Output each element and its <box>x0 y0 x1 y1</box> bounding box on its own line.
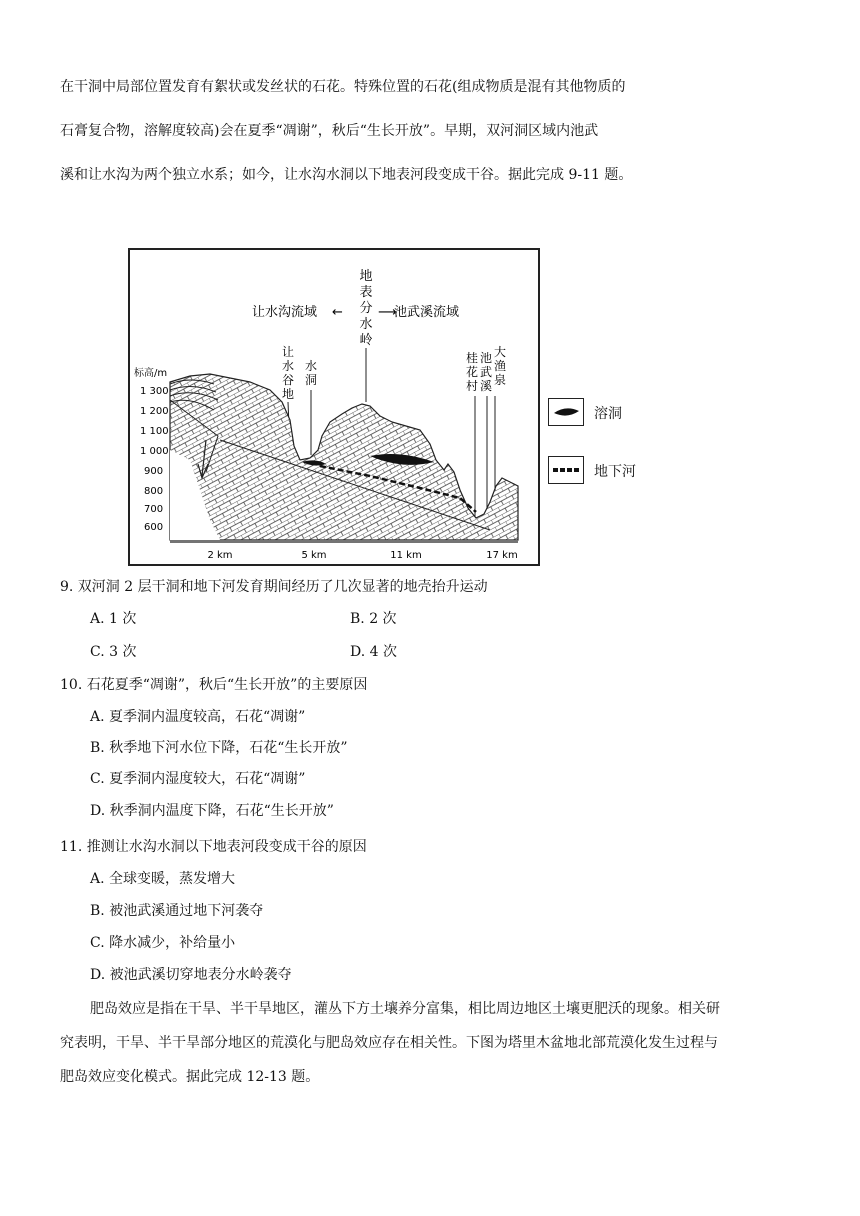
question-10-stem: 10. 石花夏季“凋谢”，秋后“生长开放”的主要原因 <box>60 677 368 693</box>
legend-underground-river-label: 地下河 <box>594 464 636 480</box>
svg-text:2 km: 2 km <box>207 550 233 561</box>
svg-text:岭: 岭 <box>359 333 373 348</box>
svg-text:800: 800 <box>144 486 164 497</box>
guihua-label <box>466 350 478 393</box>
legend-cave-label: 溶洞 <box>594 406 622 422</box>
svg-text:地: 地 <box>359 269 373 284</box>
closing-line-2: 究表明，干旱、半干旱部分地区的荒漠化与肥岛效应存在相关性。下图为塔里木盆地北部荒漠化发生过程与 <box>60 1035 718 1051</box>
svg-text:桂: 桂 <box>465 351 479 365</box>
intro-line-2: 石膏复合物，溶解度较高)会在夏季“凋谢”，秋后“生长开放”。早期，双河洞区域内池武 <box>60 123 599 139</box>
svg-text:大: 大 <box>493 345 507 359</box>
legend-item-underground-river <box>548 456 658 486</box>
svg-text:谷: 谷 <box>281 373 295 387</box>
svg-text:水: 水 <box>281 359 295 373</box>
svg-text:武: 武 <box>479 365 493 379</box>
question-10-option-c: C. 夏季洞内湿度较大，石花“凋谢” <box>90 771 306 787</box>
question-11-option-c: C. 降水减少，补给量小 <box>90 935 236 951</box>
svg-text:池: 池 <box>479 351 493 365</box>
svg-text:让: 让 <box>281 345 295 359</box>
svg-text:1 100: 1 100 <box>140 426 169 437</box>
right-basin-label: 池武溪流域 <box>394 305 460 320</box>
svg-text:泉: 泉 <box>493 373 507 387</box>
question-11-option-a: A. 全球变暖，蒸发增大 <box>90 871 236 887</box>
valley-label <box>282 344 294 401</box>
svg-text:地: 地 <box>281 387 295 401</box>
svg-text:900: 900 <box>144 466 164 477</box>
svg-text:渔: 渔 <box>493 359 507 373</box>
question-9-option-a: A. 1 次 <box>90 611 137 627</box>
cross-section-figure <box>128 248 540 566</box>
cave-label <box>305 358 317 387</box>
svg-text:11 km: 11 km <box>390 550 422 561</box>
svg-text:17 km: 17 km <box>486 550 518 561</box>
svg-text:700: 700 <box>144 504 164 515</box>
svg-text:花: 花 <box>465 365 479 379</box>
svg-text:溪: 溪 <box>479 379 493 393</box>
question-9-option-d: D. 4 次 <box>350 644 397 660</box>
question-10-option-d: D. 秋季洞内温度下降，石花“生长开放” <box>90 803 334 819</box>
svg-text:1 200: 1 200 <box>140 406 169 417</box>
cross-section-svg <box>130 250 538 564</box>
svg-text:1 300: 1 300 <box>140 386 169 397</box>
question-9-option-b: B. 2 次 <box>350 611 397 627</box>
svg-text:5 km: 5 km <box>301 550 327 561</box>
intro-line-3: 溪和让水沟为两个独立水系；如今，让水沟水洞以下地表河段变成干谷。据此完成 9-11 题。 <box>60 167 633 183</box>
underground-river-swatch-icon <box>548 456 584 484</box>
question-9-option-c: C. 3 次 <box>90 644 137 660</box>
chiwu-label <box>480 350 492 393</box>
intro-line-1: 在干洞中局部位置发育有絮状或发丝状的石花。特殊位置的石花(组成物质是混有其他物质的 <box>60 79 626 95</box>
legend-item-cave <box>548 398 658 428</box>
svg-text:表: 表 <box>359 285 373 300</box>
question-9-stem: 9. 双河洞 2 层干洞和地下河发育期间经历了几次显著的地壳抬升运动 <box>60 579 488 595</box>
y-axis-title: 标高/m <box>134 368 168 379</box>
svg-text:分: 分 <box>359 301 373 316</box>
cave-swatch-icon <box>548 398 584 426</box>
closing-line-1: 肥岛效应是指在干旱、半干旱地区，灌丛下方土壤养分富集，相比周边地区土壤更肥沃的现象。相关研 <box>90 1001 720 1017</box>
arrow-left-icon: ← <box>332 305 343 320</box>
svg-text:水: 水 <box>304 359 318 373</box>
question-10-option-b: B. 秋季地下河水位下降，石花“生长开放” <box>90 740 348 756</box>
question-11-option-b: B. 被池武溪通过地下河袭夺 <box>90 903 264 919</box>
closing-line-3: 肥岛效应变化模式。据此完成 12-13 题。 <box>60 1069 320 1085</box>
question-11-option-d: D. 被池武溪切穿地表分水岭袭夺 <box>90 967 292 983</box>
arrow-right-icon: ⟶ <box>378 305 397 320</box>
x-axis-ticks <box>207 550 517 561</box>
divide-label <box>359 268 372 348</box>
question-10-option-a: A. 夏季洞内温度较高，石花“凋谢” <box>90 709 306 725</box>
svg-text:600: 600 <box>144 522 164 533</box>
y-axis-ticks <box>140 386 169 533</box>
svg-text:水: 水 <box>359 317 373 332</box>
terrain-profile <box>170 374 518 540</box>
spring-label <box>494 344 506 387</box>
svg-text:洞: 洞 <box>304 373 318 387</box>
left-basin-label: 让水沟流域 <box>252 305 318 320</box>
question-11-stem: 11. 推测让水沟水洞以下地表河段变成干谷的原因 <box>60 839 367 855</box>
svg-text:1 000: 1 000 <box>140 446 169 457</box>
svg-text:村: 村 <box>465 379 479 393</box>
figure-legend <box>548 398 658 488</box>
